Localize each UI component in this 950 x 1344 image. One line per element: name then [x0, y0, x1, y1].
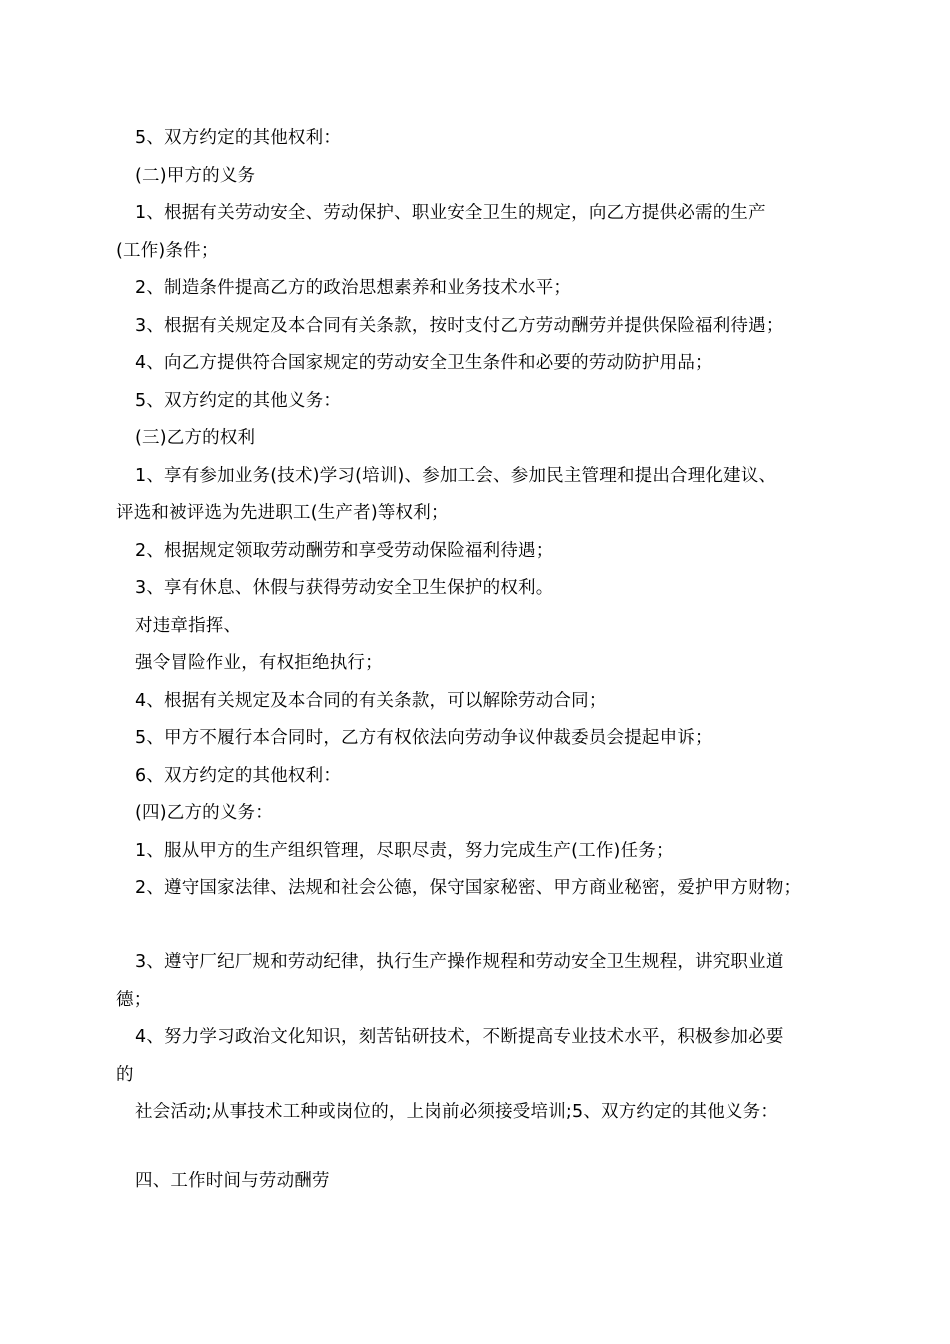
document-line: 对违章指挥、 — [135, 616, 242, 636]
document-line: 评选和被评选为先进职工(生产者)等权利； — [116, 503, 449, 523]
document-line: (二)甲方的义务 — [135, 166, 256, 186]
document-line: 5、双方约定的其他权利： — [135, 128, 342, 148]
document-line: 4、向乙方提供符合国家规定的劳动安全卫生条件和必要的劳动防护用品； — [135, 353, 713, 373]
document-line: 3、遵守厂纪厂规和劳动纪律，执行生产操作规程和劳动安全卫生规程，讲究职业道 — [135, 952, 784, 972]
document-line: 1、服从甲方的生产组织管理，尽职尽责，努力完成生产(工作)任务； — [135, 841, 674, 861]
document-line: 2、制造条件提高乙方的政治思想素养和业务技术水平； — [135, 278, 572, 298]
document-line: (三)乙方的权利 — [135, 428, 256, 448]
document-line: 2、根据规定领取劳动酬劳和享受劳动保险福利待遇； — [135, 541, 554, 561]
document-line: 强令冒险作业，有权拒绝执行； — [135, 653, 383, 673]
document-line: 四、工作时间与劳动酬劳 — [135, 1171, 330, 1191]
document-line: 3、根据有关规定及本合同有关条款，按时支付乙方劳动酬劳并提供保险福利待遇； — [135, 316, 784, 336]
document-line: 1、享有参加业务(技术)学习(培训)、参加工会、参加民主管理和提出合理化建议、 — [135, 466, 777, 486]
document-line: 2、遵守国家法律、法规和社会公德，保守国家秘密、甲方商业秘密，爱护甲方财物； — [135, 878, 802, 898]
document-line: (工作)条件； — [116, 241, 219, 261]
document-line: 5、双方约定的其他义务： — [135, 391, 342, 411]
document-line: 社会活动;从事技术工种或岗位的，上岗前必须接受培训;5、双方约定的其他义务： — [135, 1102, 779, 1122]
document-line: 德； — [116, 990, 152, 1010]
document-line: 5、甲方不履行本合同时，乙方有权依法向劳动争议仲裁委员会提起申诉； — [135, 728, 713, 748]
document-line: 4、根据有关规定及本合同的有关条款，可以解除劳动合同； — [135, 691, 607, 711]
document-line: (四)乙方的义务： — [135, 803, 273, 823]
document-line: 3、享有休息、休假与获得劳动安全卫生保护的权利。 — [135, 578, 554, 598]
document-line: 的 — [116, 1065, 134, 1085]
document-line: 4、努力学习政治文化知识，刻苦钻研技术，不断提高专业技术水平，积极参加必要 — [135, 1027, 784, 1047]
document-line: 6、双方约定的其他权利： — [135, 766, 342, 786]
document-line: 1、根据有关劳动安全、劳动保护、职业安全卫生的规定，向乙方提供必需的生产 — [135, 203, 766, 223]
